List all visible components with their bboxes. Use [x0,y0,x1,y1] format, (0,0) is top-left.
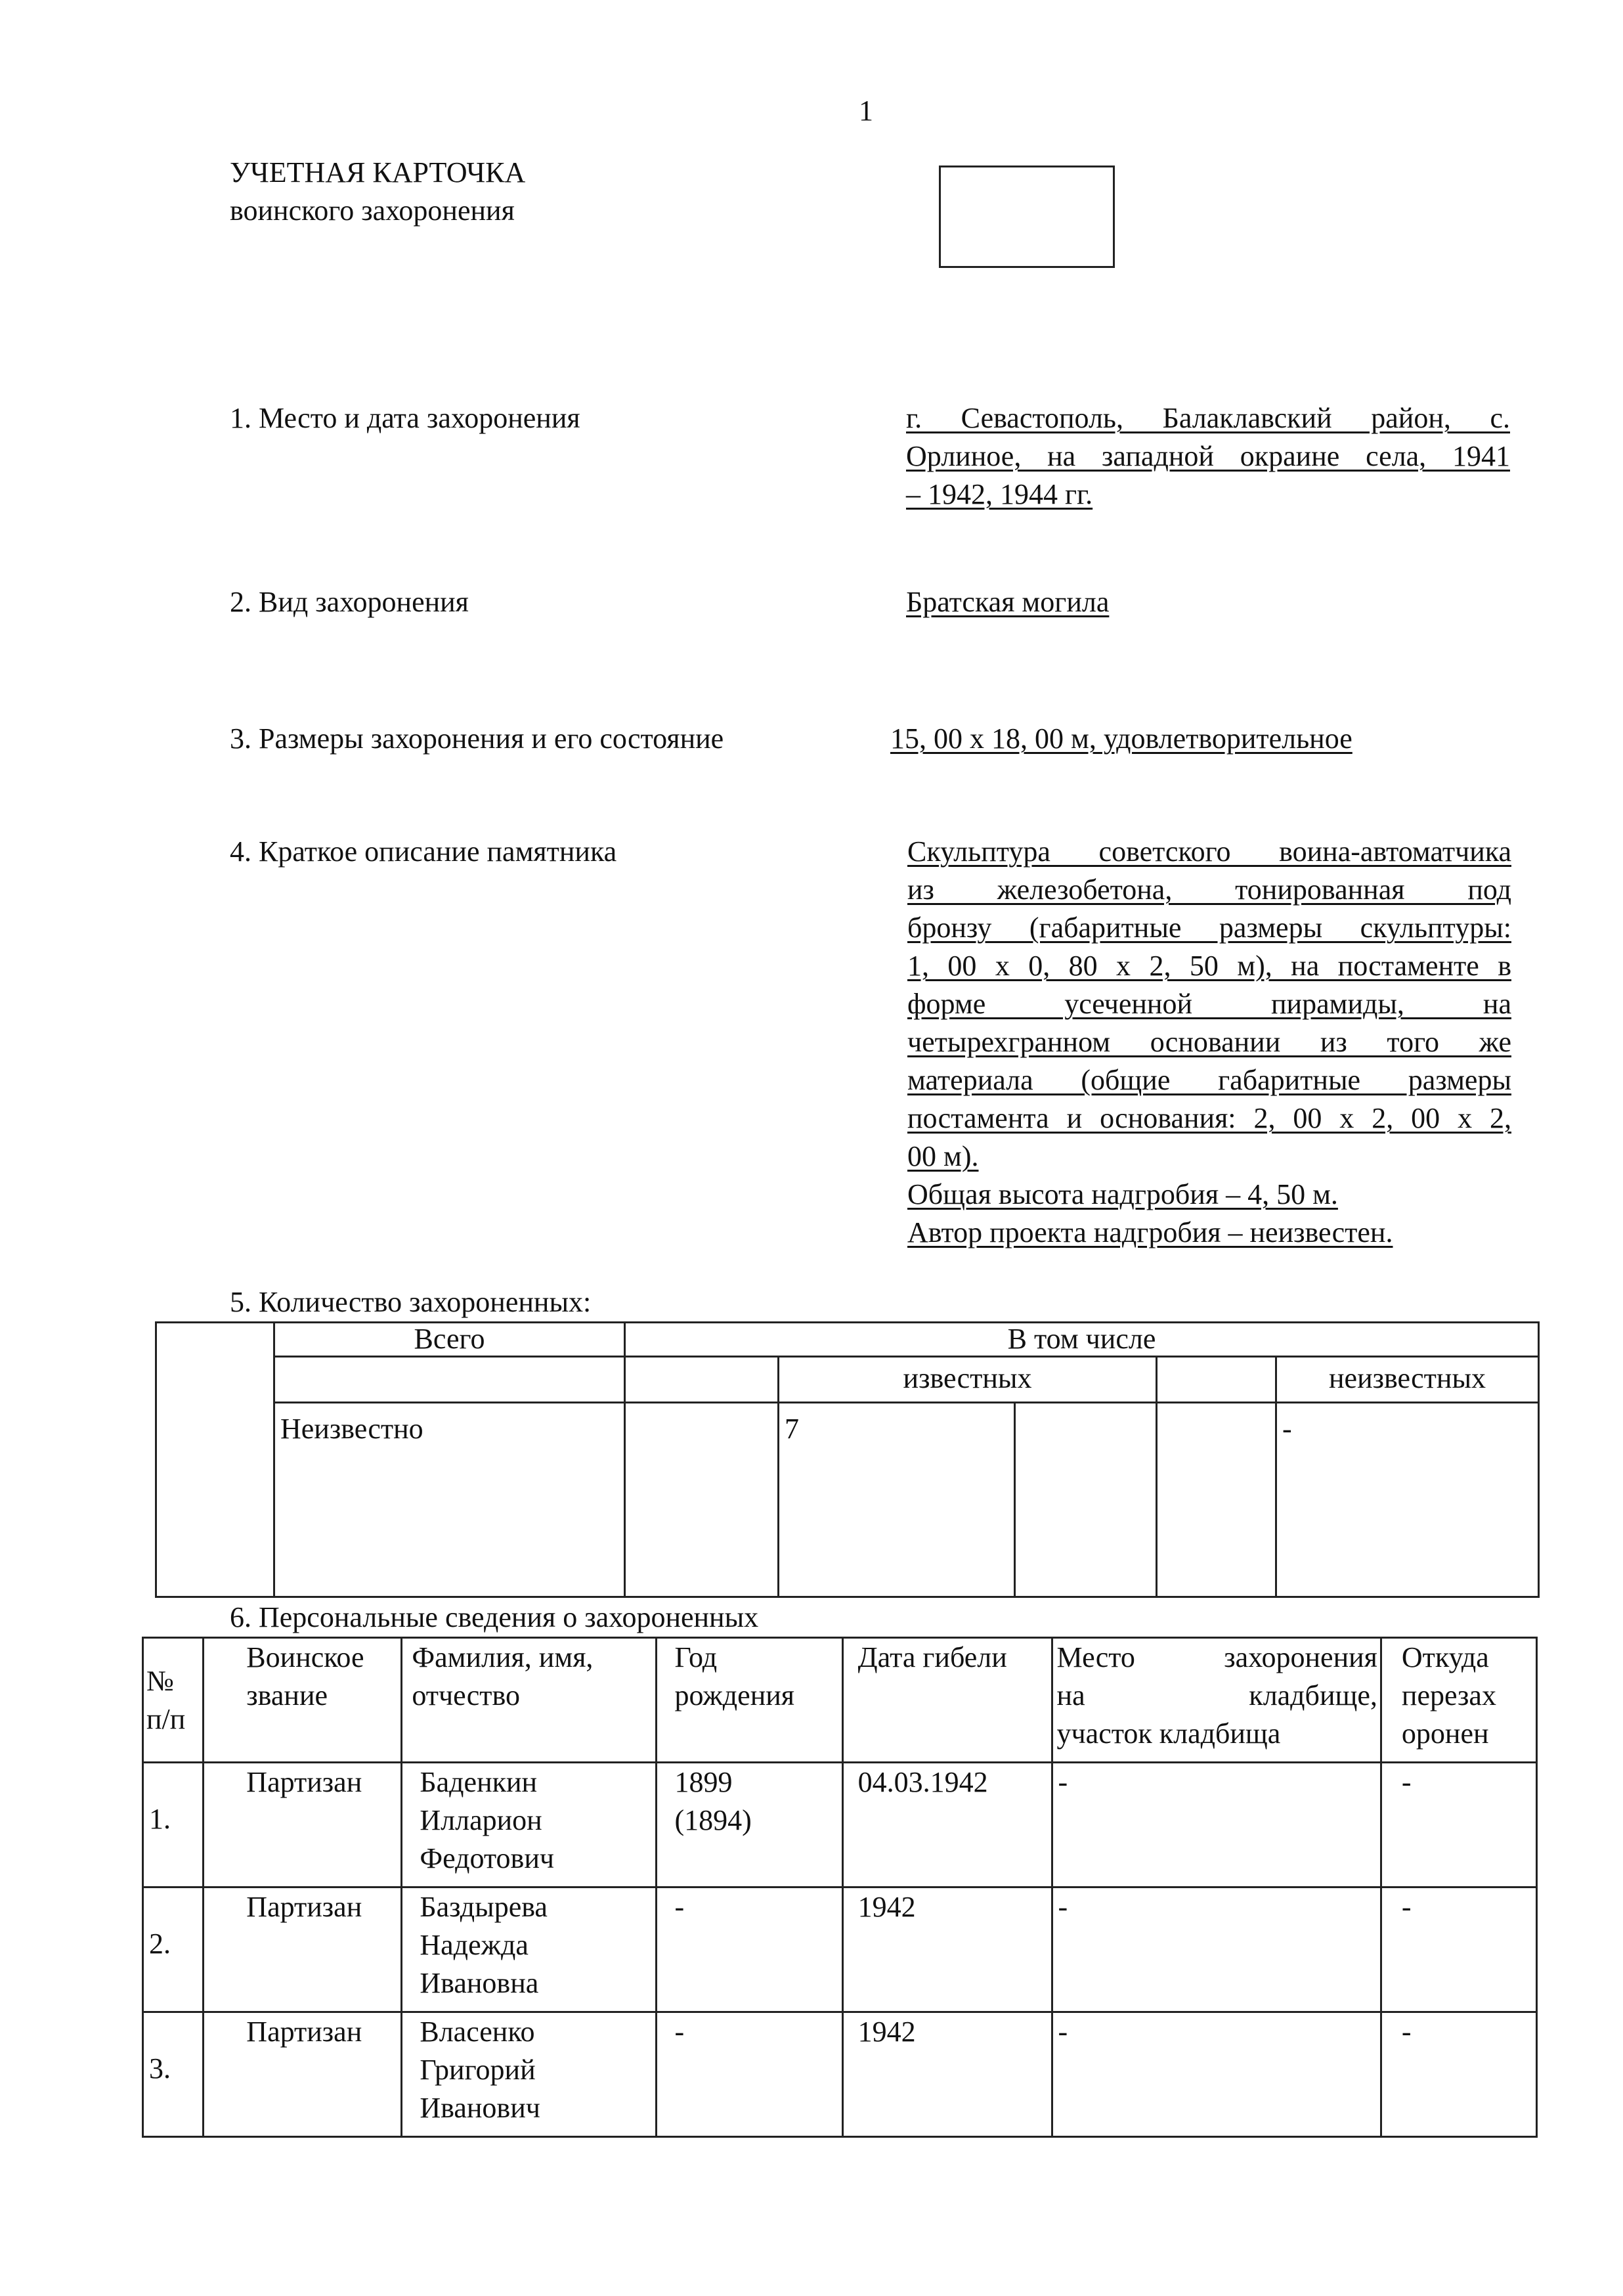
field-monument-label: 4. Краткое описание памятника [230,835,617,868]
row-name-line: Баденкин [420,1766,538,1798]
value-line: форме усеченной пирамиды, на [907,988,1511,1020]
row-origin: - [1381,1763,1536,1888]
count-known-value: 7 [779,1403,1015,1597]
count-sub-empty [274,1357,625,1403]
count-sub-empty [1157,1357,1276,1403]
row-num: 1. [143,1763,204,1888]
col-birth: Год рождения [657,1638,842,1763]
row-name-line: Надежда [420,1929,529,1961]
row-birth [657,1763,842,1888]
row-name-line: Федотович [420,1842,554,1874]
row-name-line: Власенко [420,2016,535,2048]
table-row [143,1763,1537,1888]
value-line: г. Севастополь, Балаклавский район, с. [906,402,1510,434]
value-line: 1, 00 х 0, 80 х 2, 50 м), на постаменте в [907,950,1511,982]
row-birth [657,2012,842,2137]
photo-box [939,166,1115,268]
row-place: - [1052,1763,1381,1888]
row-rank [204,1763,402,1888]
col-num: № п/п [143,1638,204,1763]
page-number: 1 [859,95,873,127]
count-sub-empty [625,1357,779,1403]
count-table [155,1321,1540,1598]
count-cell-empty [1157,1403,1276,1597]
value-line: – 1942, 1944 гг. [906,478,1093,510]
row-place: - [1052,1888,1381,2012]
row-name-line: Ивановна [420,1967,539,1999]
row-rank [204,1888,402,2012]
row-origin: - [1381,1888,1536,2012]
col-rank [204,1638,402,1763]
row-name [402,2012,657,2137]
count-empty-cell [156,1323,274,1597]
col-origin [1381,1638,1536,1763]
row-name [402,1888,657,2012]
row-birth-line: 1899 [674,1766,733,1798]
table-row [143,1888,1537,2012]
table-row [143,2012,1537,2137]
row-name-line: Баздырева [420,1891,548,1923]
row-birth [657,1888,842,2012]
count-cell-empty [625,1403,779,1597]
col-death: Дата гибели [842,1638,1052,1763]
field-place-value [906,399,1510,514]
row-rank [204,2012,402,2137]
value-line: постамента и основания: 2, 00 х 2, 00 х 2, [907,1102,1511,1134]
count-header-unknown: неизвестных [1276,1357,1539,1403]
row-origin: - [1381,2012,1536,2137]
row-rank-text: Партизан [246,1891,362,1923]
field-type-label: 2. Вид захоронения [230,586,469,618]
value-line: Автор проекта надгробия – неизвестен. [907,1216,1393,1248]
value-line: материала (общие габаритные размеры [907,1064,1511,1096]
row-name-line: Григорий [420,2054,536,2086]
field-monument-value [907,833,1511,1252]
value-line: Скульптура советского воина-автоматчика [907,835,1511,868]
count-header-including: В том числе [625,1323,1539,1357]
personal-table [142,1637,1538,2138]
value-line: бронзу (габаритные размеры скульптуры: [907,912,1511,944]
personal-section-title: 6. Персональные сведения о захороненных [230,1601,759,1633]
value-line: Общая высота надгробия – 4, 50 м. [907,1178,1338,1210]
row-death: 1942 [842,1888,1052,2012]
value-line: 00 м). [907,1140,979,1172]
value-line: из железобетона, тонированная под [907,873,1511,906]
row-birth-line: - [674,2016,685,2048]
count-cell-empty [1015,1403,1157,1597]
col-place-line: Место захоронения [1056,1641,1377,1673]
value-line: четырехгранном основании из того же [907,1026,1511,1058]
row-rank-text: Партизан [246,2016,362,2048]
field-size-label: 3. Размеры захоронения и его состояние [230,722,724,755]
row-death: 04.03.1942 [842,1763,1052,1888]
row-num: 2. [143,1888,204,2012]
row-birth-line: (1894) [674,1804,752,1836]
col-rank-text: Воинское звание [246,1641,364,1711]
field-place-label: 1. Место и дата захоронения [230,402,580,434]
count-header-total: Всего [274,1323,625,1357]
count-section-title: 5. Количество захороненных: [230,1286,592,1318]
field-size-value: 15, 00 х 18, 00 м, удовлетворительное [890,722,1352,755]
col-place-line: участок кладбища [1056,1717,1281,1750]
count-unknown-value: - [1276,1403,1539,1597]
col-origin-line: перезах [1401,1679,1496,1711]
card-title: УЧЕТНАЯ КАРТОЧКА [230,156,526,188]
col-place [1052,1638,1381,1763]
count-header-known: известных [779,1357,1157,1403]
col-origin-line: оронен [1401,1717,1489,1750]
row-name [402,1763,657,1888]
row-name-line: Иванович [420,2092,540,2124]
col-origin-line: Откуда [1401,1641,1489,1673]
count-total-value: Неизвестно [274,1403,625,1597]
col-place-line: на кладбище, [1056,1679,1377,1711]
col-name: Фамилия, имя, отчество [402,1638,657,1763]
field-type-value: Братская могила [906,586,1110,618]
row-place: - [1052,2012,1381,2137]
row-name-line: Илларион [420,1804,542,1836]
row-rank-text: Партизан [246,1766,362,1798]
value-line: Орлиное, на западной окраине села, 1941 [906,440,1510,472]
card-subtitle: воинского захоронения [230,194,515,227]
row-death: 1942 [842,2012,1052,2137]
row-birth-line: - [674,1891,685,1923]
row-num: 3. [143,2012,204,2137]
